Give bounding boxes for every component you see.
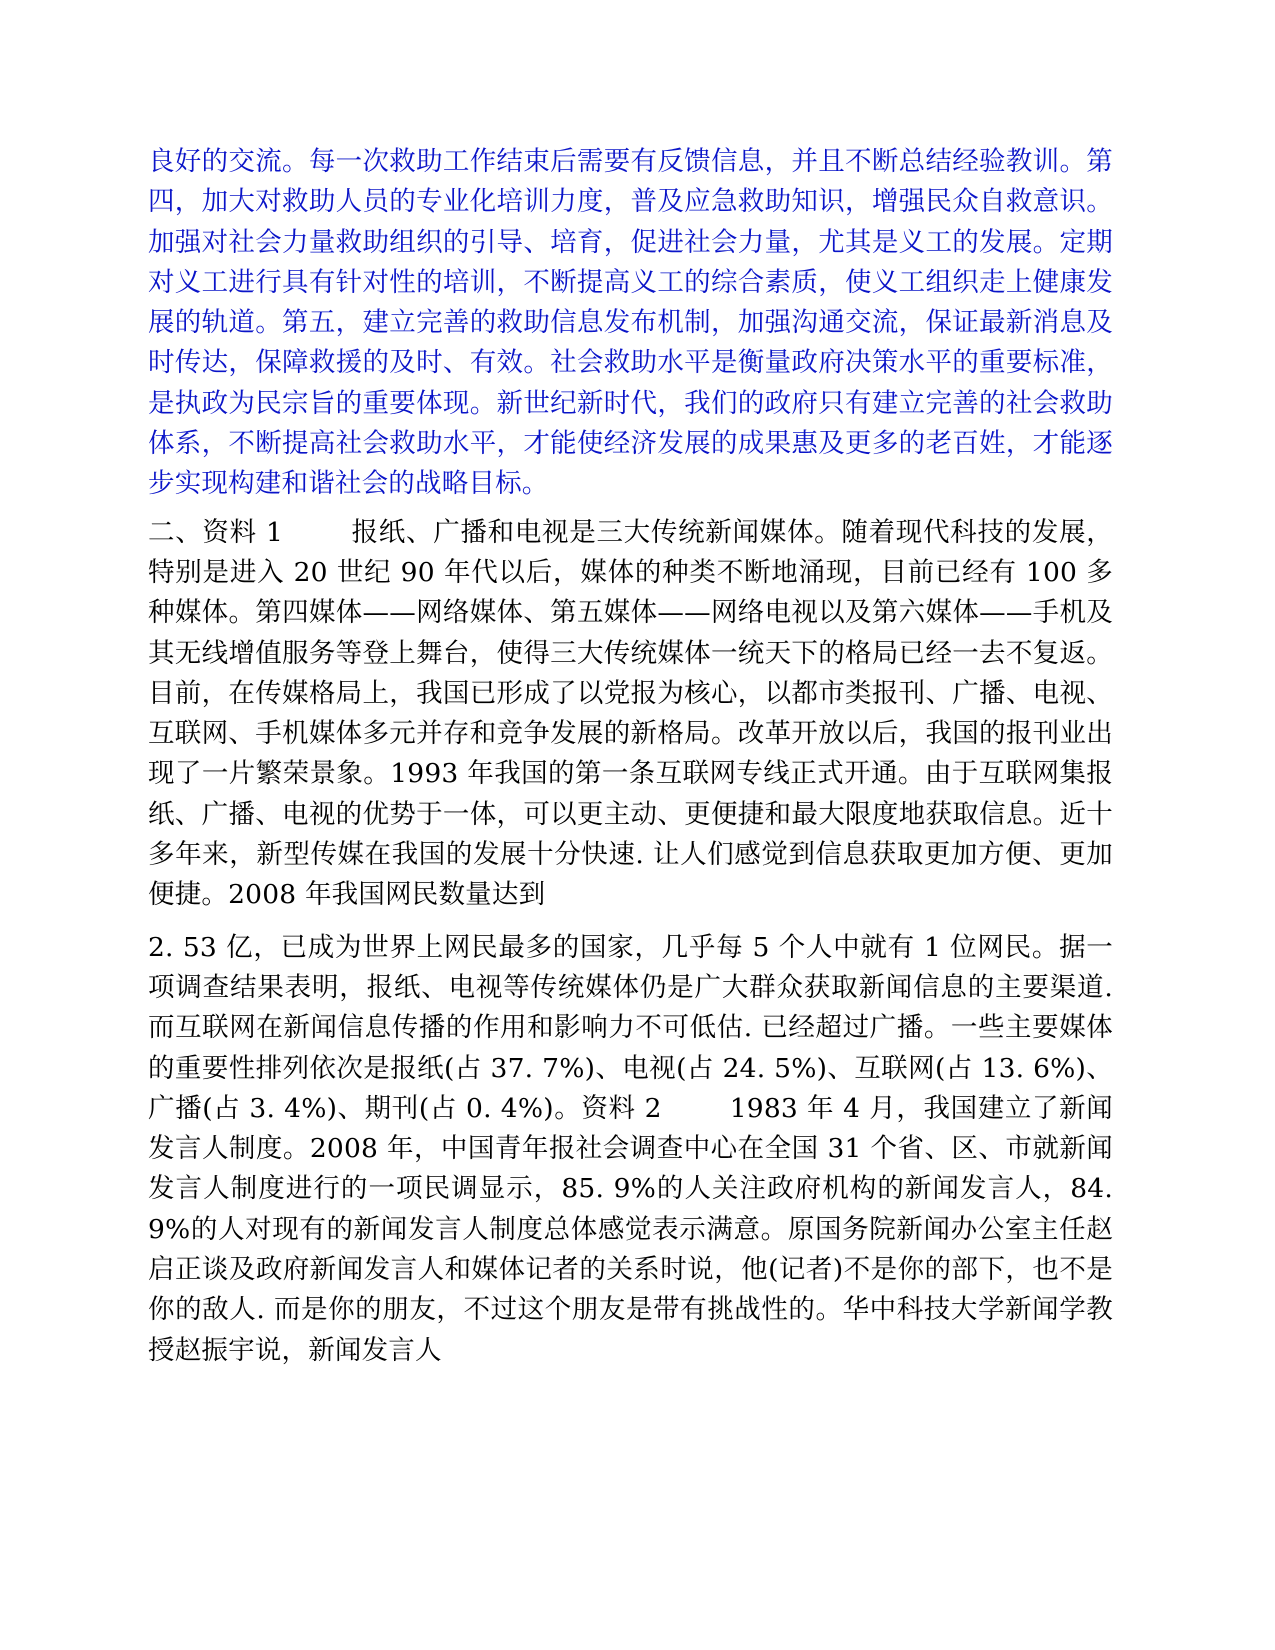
paragraph-text: 报纸、广播和电视是三大传统新闻媒体。随着现代科技的发展，特别是进入 20 世纪 90 年代以后，媒体的种类不断地涌现，目前已经有 100 多种媒体。第四媒体——网络媒体、第五媒体——网络电视以及第六媒体——手机及其无线增值服务等登上舞台，使得三大传统媒体一统天下的格局已经一去不复返。目前，在传媒格局上，我国已形成了以党报为核心，以都市类报刊、广播、电视、互联网、手机媒体多元并存和竞争发展的新格局。改革开放以后，我国的报刊业出现了一片繁荣景象。1993 年我国的第一条互联网专线正式开通。由于互联网集报纸、广播、电视的优势于一体，可以更主动、更便捷和最大限度地获取信息。近十多年来，新型传媒在我国的发展十分快速. 让人们感觉到信息获取更加方便、更加便捷。2008 年我国网民数量达到 xyxy=(148,516,1113,911)
paragraph-text: 良好的交流。每一次救助工作结束后需要有反馈信息，并且不断总结经验教训。第四，加大对救助人员的专业化培训力度，普及应急救助知识，增强民众自救意识。加强对社会力量救助组织的引导、培育，促进社会力量，尤其是义工的发展。定期对义工进行具有针对性的培训，不断提高义工的综合素质，使义工组织走上健康发展的轨道。第五，建立完善的救助信息发布机制，加强沟通交流，保证最新消息及时传达，保障救援的及时、有效。社会救助水平是衡量政府决策水平的重要标准，是执政为民宗旨的重要体现。新世纪新时代，我们的政府只有建立完善的社会救助体系，不断提高社会救助水平，才能使经济发展的成果惠及更多的老百姓，才能逐步实现构建和谐社会的战略目标。 xyxy=(148,146,1113,500)
document-page xyxy=(148,142,1113,1371)
paragraph-social-assistance xyxy=(148,142,1113,505)
paragraph-material-1 xyxy=(148,513,1113,916)
paragraph-text-a: 2. 53 亿，已成为世界上网民最多的国家，几乎每 5 个人中就有 1 位网民。据一项调查结果表明，报纸、电视等传统媒体仍是广大群众获取新闻信息的主要渠道. 而互联网在新闻信息传播的作用和影响力不可低估. 已经超过广播。一些主要媒体的重要性排列依次是报纸(占 37. 7%)、电视(占 24. 5%)、互联网(占 13. 6%)、广播(占 3. 4%)、期刊(占 0. 4%)。资料 2 xyxy=(148,931,1113,1124)
paragraph-text-b: 1983 年 4 月，我国建立了新闻发言人制度。2008 年，中国青年报社会调查中心在全国 31 个省、区、市就新闻发言人制度进行的一项民调显示，85. 9%的人关注政府机构的新闻发言人，84. 9%的人对现有的新闻发言人制度总体感觉表示满意。原国务院新闻办公室主任赵启正谈及政府新闻发言人和媒体记者的关系时说，他(记者)不是你的部下，也不是你的敌人. 而是你的朋友，不过这个朋友是带有挑战性的。华中科技大学新闻学教授赵振宇说，新闻发言人 xyxy=(148,1092,1113,1366)
section-lead: 二、资料 1 xyxy=(148,516,284,548)
paragraph-material-2 xyxy=(148,928,1113,1371)
